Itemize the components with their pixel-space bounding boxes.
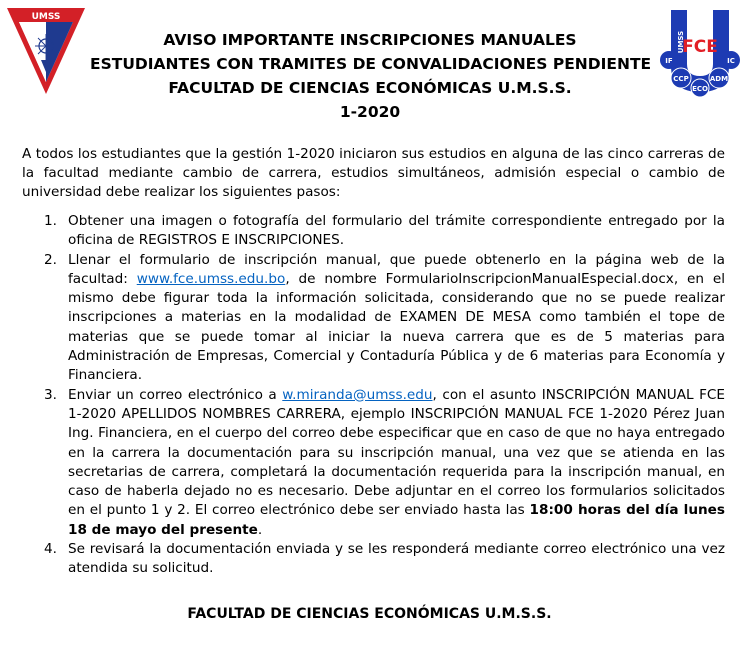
step-text-mid: , con el asunto INSCRIPCIÓN MANUAL FCE 1-2020 APELLIDOS NOMBRES CARRERA, ejemplo INSCRIPCIÓN MANUAL FCE 1-2020 Pérez Juan Ing. Financiera, en el cuerpo del correo debe especificar que en caso de que no haya entregado en la carrera la documentación para su inscripción manual, una vez que se atienda en las secretarias de carrera, completará la documentación requerida para la inscripción manual, en caso de haberla dejado no es necesario. Debe adjuntar en el correo los formularios solicitados en el punto 1 y 2. El correo electrónico debe ser enviado hasta las bbox=[68, 386, 725, 519]
step-2 bbox=[22, 251, 725, 386]
umss-logo bbox=[5, 4, 87, 96]
intro-paragraph: A todos los estudiantes que la gestión 1-2020 iniciaron sus estudios en alguna de las cinco carreras de la facultad mediante cambio de carrera, estudios simultáneos, admisión especial o cambio de universidad debe realizar los siguientes pasos: bbox=[22, 146, 725, 201]
fce-logo-main: FCE bbox=[682, 37, 718, 57]
faculty-website-link[interactable]: www.fce.umss.edu.bo bbox=[136, 270, 286, 287]
step-text: Se revisará la documentación enviada y se les responderá mediante correo electrónico una vez atendida su solicitud. bbox=[68, 541, 725, 577]
step-text-pre: Llenar el formulario de inscripción manual, que puede obtenerlo en la página web de la facultad: bbox=[68, 251, 725, 287]
step-text-pre: Enviar un correo electrónico a bbox=[68, 386, 283, 403]
title-line-2: ESTUDIANTES CON TRAMITES DE CONVALIDACIONES PENDIENTE bbox=[90, 55, 652, 73]
footer-signature: FACULTAD DE CIENCIAS ECONÓMICAS U.M.S.S. bbox=[187, 606, 552, 622]
fce-logo-eco: ECO bbox=[692, 85, 708, 93]
fce-logo-adm: ADM bbox=[709, 75, 729, 83]
steps-list bbox=[22, 212, 725, 579]
fce-logo bbox=[657, 6, 743, 98]
step-text-post: . bbox=[257, 521, 263, 538]
step-3 bbox=[22, 386, 725, 540]
step-4 bbox=[22, 540, 725, 579]
step-text: Obtener una imagen o fotografía del formulario del trámite correspondiente entregado por la oficina de REGISTROS E INSCRIPCIONES. bbox=[68, 213, 725, 249]
umss-logo-text: UMSS bbox=[31, 12, 61, 22]
fce-logo-if: IF bbox=[665, 57, 673, 65]
contact-email-link[interactable]: w.miranda@umss.edu bbox=[282, 386, 433, 403]
step-number: 2. bbox=[44, 251, 57, 268]
title-line-4: 1-2020 bbox=[339, 103, 401, 121]
title-line-3: FACULTAD DE CIENCIAS ECONÓMICAS U.M.S.S. bbox=[168, 79, 572, 97]
fce-logo-ic: IC bbox=[727, 57, 735, 65]
step-text-post: , de nombre FormularioInscripcionManualEspecial.docx, en el mismo debe figurar toda la información solicitada, considerando que no se puede realizar inscripciones a materias en la modalidad de EXAMEN DE MESA como también el tope de materias que se puede tomar al iniciar la nueva carrera que es de 5 materias para Administración de Empresas, Comercial y Contaduría Pública y de 6 materias para Economía y Financiera. bbox=[68, 270, 725, 384]
title-line-1: AVISO IMPORTANTE INSCRIPCIONES MANUALES bbox=[163, 31, 577, 49]
notice-title bbox=[90, 28, 650, 124]
document-header bbox=[0, 0, 749, 130]
deadline-text: 18:00 horas del día lunes 18 de mayo del presente bbox=[68, 502, 725, 538]
fce-logo-ccp: CCP bbox=[673, 75, 689, 83]
step-1 bbox=[22, 212, 725, 251]
step-number: 4. bbox=[44, 541, 57, 558]
step-number: 3. bbox=[44, 386, 57, 403]
step-number: 1. bbox=[44, 213, 57, 229]
fce-logo-side: UMSS bbox=[677, 30, 685, 54]
